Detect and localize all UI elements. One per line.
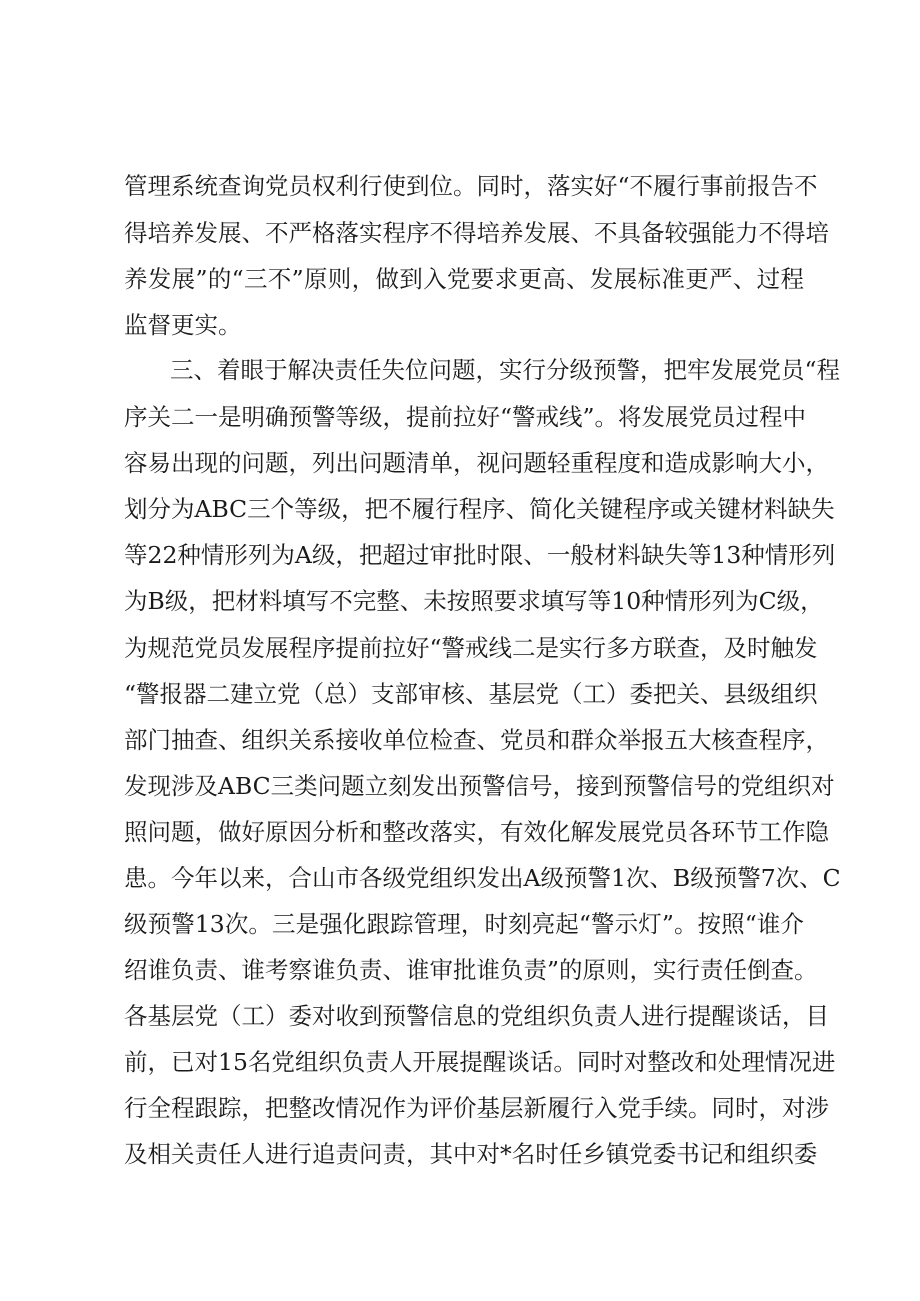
text-line-12: “警报器二建立党（总）支部审核、基层党（工）委把关、县级组织 (124, 680, 818, 708)
paragraph-heading-line: 三、着眼于解决责任失位问题，实行分级预警，把牢发展党员“程 (170, 356, 841, 384)
text-line-15: 照问题，做好原因分析和整改落实，有效化解发展党员各环节工作隐 (124, 818, 829, 846)
text-line-10: 为B级，把材料填写不完整、未按照要求填写等10种情形列为C级， (124, 587, 824, 615)
text-line-22: 及相关责任人进行追责问责，其中对*名时任乡镇党委书记和组织委 (124, 1140, 818, 1168)
text-line-4: 监督更实。 (124, 311, 242, 339)
text-line-7: 容易出现的问题，列出问题清单，视问题轻重程度和造成影响大小， (124, 449, 829, 477)
text-line-1: 管理系统查询党员权利行使到位。同时，落实好“不履行事前报告不 (124, 172, 818, 200)
text-line-8: 划分为ABC三个等级，把不履行程序、简化关键程序或关键材料缺失 (124, 495, 835, 523)
text-line-13: 部门抽查、组织关系接收单位检查、党员和群众举报五大核查程序， (124, 726, 829, 754)
text-line-2: 得培养发展、不严格落实程序不得培养发展、不具备较强能力不得培 (124, 219, 829, 247)
text-line-11: 为规范党员发展程序提前拉好“警戒线二是实行多方联查，及时触发 (124, 634, 818, 662)
text-line-3: 养发展”的“三不”原则，做到入党要求更高、发展标准更严、过程 (124, 265, 804, 293)
text-line-14: 发现涉及ABC三类问题立刻发出预警信号，接到预警信号的党组织对 (124, 772, 835, 800)
text-line-9: 等22种情形列为A级，把超过审批时限、一般材料缺失等13种情形列 (124, 541, 836, 569)
text-line-17: 级预警13次。三是强化跟踪管理，时刻亮起“警示灯”。按照“谁介 (124, 910, 804, 938)
text-line-6: 序关二一是明确预警等级，提前拉好“警戒线”。将发展党员过程中 (124, 403, 807, 431)
text-line-19: 各基层党（工）委对收到预警信息的党组织负责人进行提醒谈话，目 (124, 1002, 829, 1030)
text-line-16: 患。今年以来，合山市各级党组织发出A级预警1次、B级预警7次、C (124, 864, 841, 892)
text-line-20: 前，已对15名党组织负责人开展提醒谈话。同时对整改和处理情况进 (124, 1048, 836, 1076)
text-line-21: 行全程跟踪，把整改情况作为评价基层新履行入党手续。同时，对涉 (124, 1094, 829, 1122)
text-line-18: 绍谁负责、谁考察谁负责、谁审批谁负责”的原则，实行责任倒查。 (124, 956, 818, 984)
